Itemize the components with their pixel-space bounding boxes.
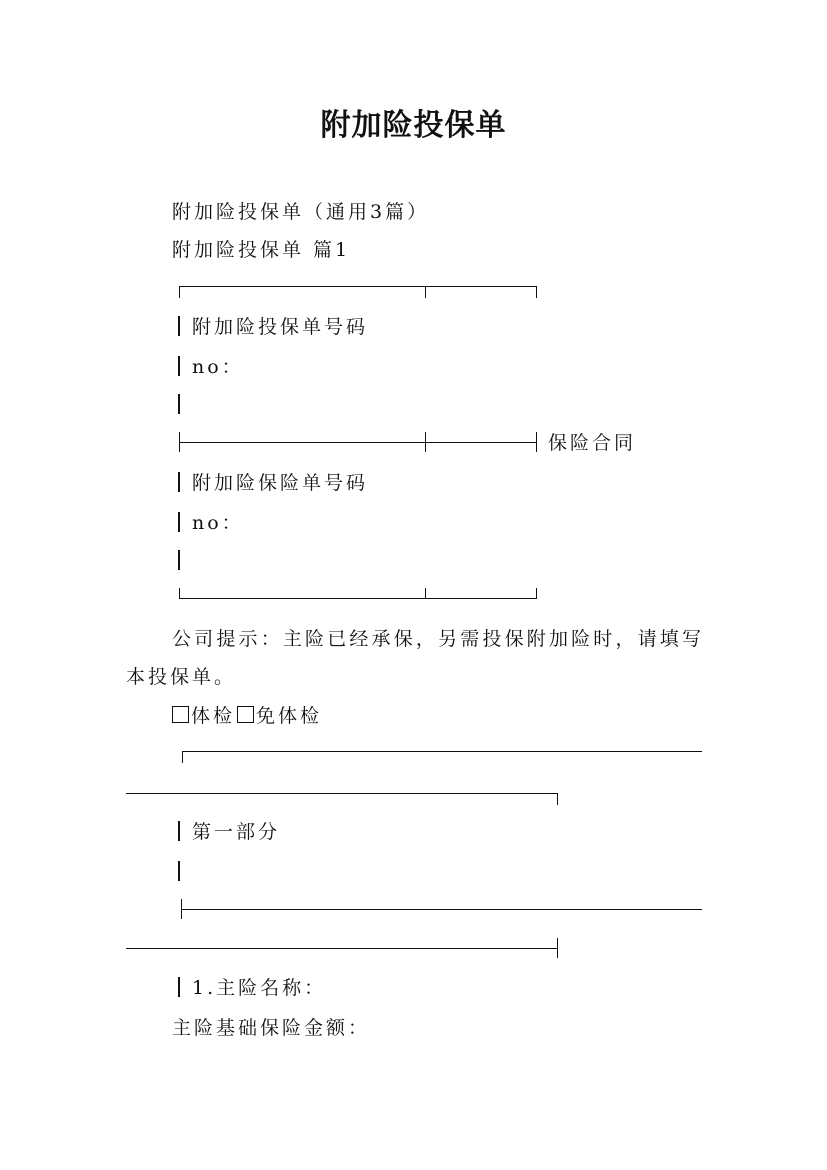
no-physical-exam-label: 免体检 bbox=[256, 705, 323, 727]
table1-side-label: 保险合同 bbox=[548, 432, 637, 454]
table1-row1-no: no： bbox=[192, 356, 244, 378]
notice-paragraph: 公司提示：主险已经承保，另需投保附加险时，请填写本投保单。 bbox=[126, 628, 704, 688]
table2-part-label: 第一部分 bbox=[192, 821, 281, 843]
physical-exam-checkbox[interactable] bbox=[172, 706, 189, 723]
table2-item1: 1.主险名称： bbox=[192, 977, 327, 999]
table1-row1-label: 附加险投保单号码 bbox=[192, 316, 369, 338]
main-sum-label: 主险基础保险金额： bbox=[172, 1017, 371, 1039]
no-physical-exam-checkbox[interactable] bbox=[237, 706, 254, 723]
checkbox-row bbox=[172, 704, 324, 728]
document-subtitle: 附加险投保单（通用3篇） bbox=[172, 201, 430, 223]
section-heading: 附加险投保单 篇1 bbox=[172, 239, 351, 261]
physical-exam-label: 体检 bbox=[191, 705, 236, 727]
page-title: 附加险投保单 bbox=[320, 108, 507, 143]
table1-row2-label: 附加险保险单号码 bbox=[192, 472, 369, 494]
table1-row2-no: no： bbox=[192, 512, 244, 534]
